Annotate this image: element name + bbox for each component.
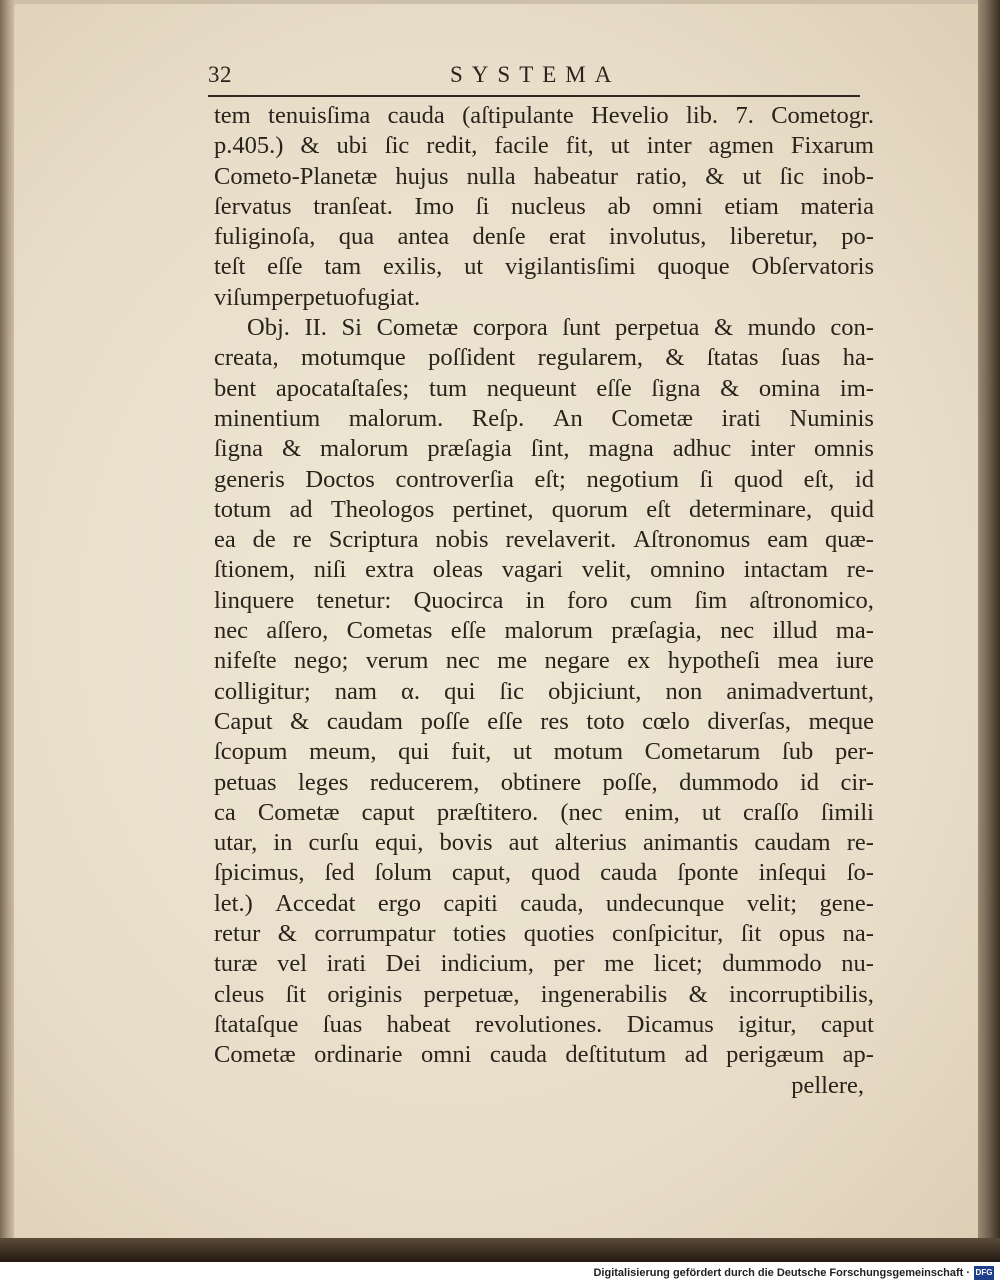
- text-line: Cometæ ordinarie omni cauda deſtitutum ad perigæum ap-: [214, 1041, 874, 1069]
- text-line: utar, in curſu equi, bovis aut alterius animantis caudam re-: [214, 829, 874, 857]
- text-line: teſt eſſe tam exilis, ut vigilantisſimi quoque Obſervatoris: [214, 253, 874, 281]
- dfg-logo: DFG: [974, 1266, 994, 1280]
- book-bottom-edge: [0, 1238, 1000, 1262]
- text-line: Caput & caudam poſſe eſſe res toto cœlo diverſas, meque: [214, 707, 874, 735]
- text-line: tem tenuisſima cauda (aſtipulante Hevelio lib. 7. Cometogr.: [214, 102, 874, 129]
- running-head: SYSTEMA: [450, 62, 621, 87]
- text-line: retur & corrumpatur toties quoties conſpicitur, ſit opus na-: [214, 920, 874, 948]
- text-line: ſpicimus, ſed ſolum caput, quod cauda ſponte inſequi ſo-: [214, 859, 874, 887]
- footer-credit: Digitalisierung gefördert durch die Deutsche Forschungsgemeinschaft ·: [593, 1267, 970, 1279]
- text-line: ſervatus tranſeat. Imo ſi nucleus ab omni etiam materia: [214, 192, 874, 220]
- text-line: turæ vel irati Dei indicium, per me licet; dummodo nu-: [214, 950, 874, 978]
- digitization-footer: [0, 1262, 1000, 1285]
- text-line: ca Cometæ caput præſtitero. (nec enim, ut craſſo ſimili: [214, 798, 874, 826]
- body-text: [214, 101, 874, 1101]
- text-line: nec aſſero, Cometas eſſe malorum præſagia, nec illud ma-: [214, 617, 874, 645]
- text-line: ſtionem, niſi extra oleas vagari velit, omnino intactam re-: [214, 556, 874, 584]
- text-line: let.) Accedat ergo capiti cauda, undecunque velit; gene-: [214, 889, 874, 917]
- text-line: viſum perpetuo fugiat.: [214, 283, 421, 311]
- text-line: bent apocataſtaſes; tum nequeunt eſſe ſigna & omina im-: [214, 374, 874, 402]
- page-number: 32: [208, 62, 232, 87]
- header-rule: [208, 95, 860, 97]
- text-line: petuas leges reducerem, obtinere poſſe, dummodo id cir-: [214, 768, 874, 796]
- text-line: Obj. II. Si Cometæ corpora ſunt perpetua & mundo con-: [247, 314, 874, 342]
- text-line: minentium malorum. Reſp. An Cometæ irati Numinis: [214, 404, 874, 432]
- text-line: cleus ſit originis perpetuæ, ingenerabilis & incorruptibilis,: [214, 980, 874, 1008]
- text-line: ſtataſque ſuas habeat revolutiones. Dicamus igitur, caput: [214, 1010, 874, 1038]
- text-line: ea de re Scriptura nobis revelaverit. Aſtronomus eam quæ-: [214, 526, 874, 554]
- catchword: pellere,: [791, 1071, 864, 1099]
- page-header: [208, 62, 860, 96]
- text-line: totum ad Theologos pertinet, quorum eſt determinare, quid: [214, 495, 874, 523]
- text-line: generis Doctos controverſia eſt; negotium ſi quod eſt, id: [214, 465, 874, 493]
- text-line: fuliginoſa, qua antea denſe erat involutus, liberetur, po-: [214, 223, 874, 251]
- text-line: linquere tenetur: Quocirca in foro cum ſim aſtronomico,: [214, 586, 874, 614]
- text-line: ſcopum meum, qui fuit, ut motum Cometarum ſub per-: [214, 738, 874, 766]
- text-line: colligitur; nam α. qui ſic objiciunt, non animadvertunt,: [214, 677, 874, 705]
- text-line: nifeſte nego; verum nec me negare ex hypotheſi mea iure: [214, 647, 874, 675]
- book-fore-edge: [978, 0, 1000, 1242]
- text-line: p.405.) & ubi ſic redit, facile fit, ut inter agmen Fixarum: [214, 132, 874, 160]
- text-line: creata, motumque poſſident regularem, & ſtatas ſuas ha-: [214, 344, 874, 372]
- text-line: Cometo-Planetæ hujus nulla habeatur ratio, & ut ſic inob-: [214, 162, 874, 190]
- text-line: ſigna & malorum præſagia ſint, magna adhuc inter omnis: [214, 435, 874, 463]
